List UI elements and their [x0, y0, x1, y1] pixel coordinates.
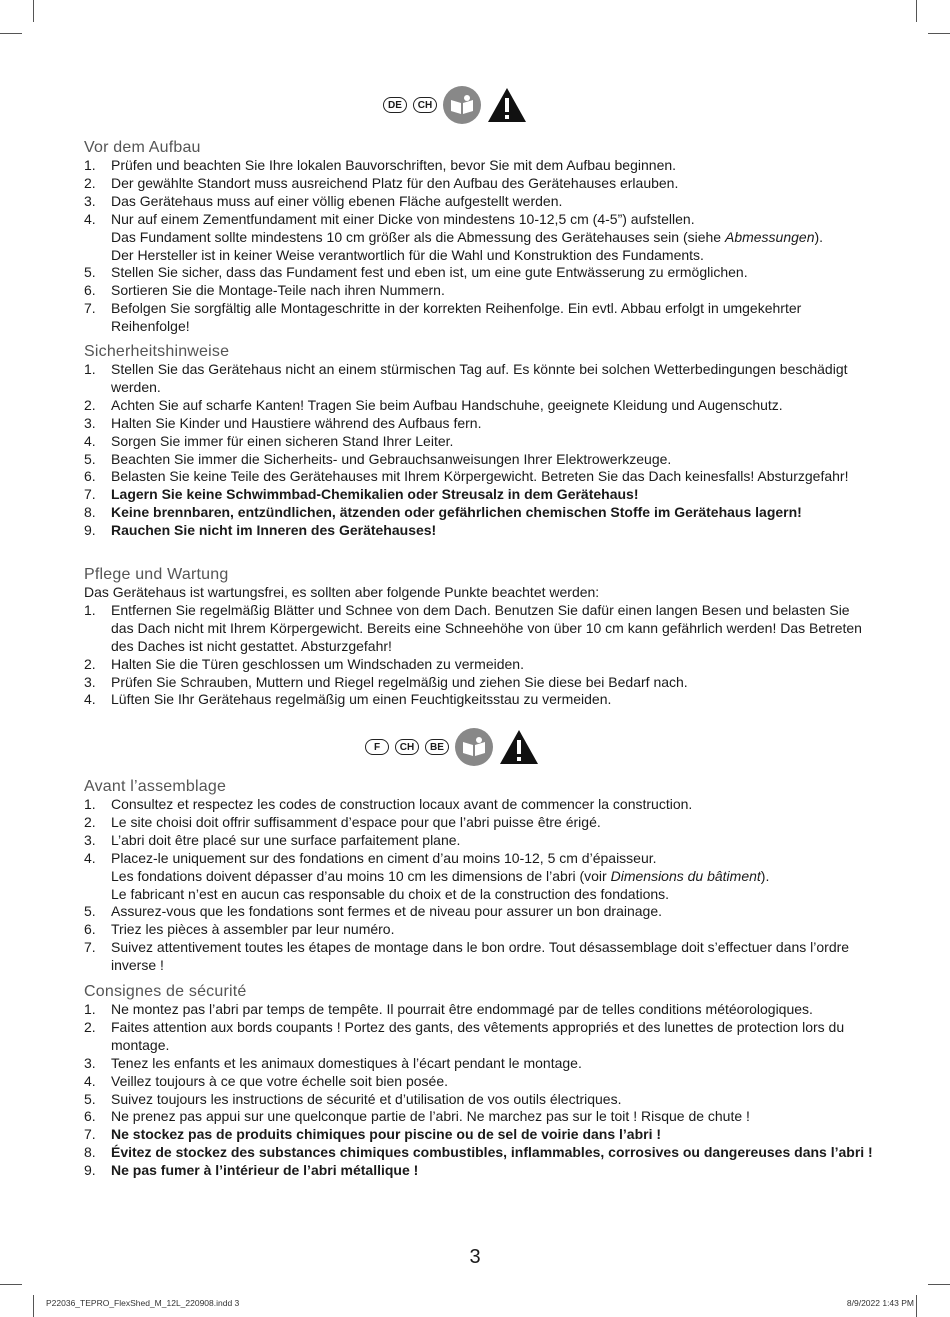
item-number: 2. — [84, 174, 96, 191]
section-intro: Das Gerätehaus ist wartungsfrei, es sollten aber folgende Punkte beachtet werden: — [84, 584, 600, 600]
item-text: Prüfen Sie Schrauben, Muttern und Riegel regelmäßig und ziehen Sie diese bei Bedarf nach. — [111, 673, 688, 690]
crop-mark — [0, 33, 22, 34]
item-text: Ne montez pas l’abri par temps de tempête. Il pourrait être endommagé par de telles conditions météorologiques. — [111, 1001, 813, 1017]
item-number: 2. — [84, 655, 96, 672]
list-item — [84, 415, 874, 433]
item-number: 4. — [84, 691, 96, 708]
list-item — [84, 1019, 874, 1055]
list-item — [84, 674, 874, 692]
list — [84, 602, 874, 709]
item-text: Ne stockez pas de produits chimiques pour piscine ou de sel de voirie dans l’abri ! — [111, 1126, 662, 1143]
item-number: 3. — [84, 831, 96, 848]
section-heading: Sicherheitshinweise — [84, 343, 230, 360]
list-item — [84, 522, 874, 540]
item-text — [111, 850, 874, 904]
item-text: Achten Sie auf scharfe Kanten! Tragen Sie beim Aufbau Handschuhe, geeignete Kleidung und Augenschutz. — [111, 396, 783, 413]
list-item — [84, 282, 874, 300]
list-item — [84, 1073, 874, 1091]
item-reference: Abmessungen — [724, 228, 815, 245]
item-text: Das Gerätehaus muss auf einer völlig ebenen Fläche aufgestellt werden. — [111, 192, 563, 209]
country-badge-de: DE — [383, 97, 407, 113]
country-badge-be: BE — [425, 739, 449, 755]
item-number: 9. — [84, 1162, 96, 1179]
item-text: Lagern Sie keine Schwimmbad-Chemikalien oder Streusalz in dem Gerätehaus! — [111, 486, 639, 503]
item-text: Nur auf einem Zementfundament mit einer Dicke von mindestens 10-12,5 cm (4-5”) aufstellen. — [111, 210, 695, 227]
list-item — [84, 451, 874, 469]
warning-icon — [487, 86, 527, 124]
crop-mark — [928, 1284, 950, 1285]
item-text: Belasten Sie keine Teile des Gerätehauses mit Ihrem Körpergewicht. Betreten Sie das Dach keinesfalls! Absturzgefahr! — [111, 468, 849, 485]
list — [84, 361, 874, 540]
item-text: Rauchen Sie nicht im Inneren des Gerätehauses! — [111, 522, 437, 539]
item-text: Assurez-vous que les fondations sont fermes et de niveau pour assurer un bon drainage. — [111, 903, 662, 920]
language-icons-fr — [365, 728, 539, 766]
list-item — [84, 691, 874, 709]
section-heading: Avant l’assemblage — [84, 778, 227, 795]
item-number: 2. — [84, 1018, 96, 1035]
item-text: Sorgen Sie immer für einen sicheren Stand Ihrer Leiter. — [111, 432, 454, 449]
list-item — [84, 1108, 874, 1126]
item-number: 5. — [84, 1090, 96, 1107]
list-item — [84, 850, 874, 904]
item-text: Stellen Sie das Gerätehaus nicht an einem stürmischen Tag auf. Es könnte bei solchen Wetterbedingungen beschädigt werden. — [111, 361, 848, 395]
item-text: Entfernen Sie regelmäßig Blätter und Schnee von dem Dach. Benutzen Sie dafür einen langen Besen und belasten Sie das Dach nicht mit Ihrem Körpergewicht. Bereits eine Schneehöhe von über 10 cm kann gefährlich werden! Das Betreten des Daches ist nicht gestattet. Absturzgefahr! — [111, 601, 862, 654]
item-number: 2. — [84, 396, 96, 413]
list-item — [84, 1091, 874, 1109]
footer-filename: P22036_TEPRO_FlexShed_M_12L_220908.indd 3 — [46, 1298, 240, 1308]
page-number: 3 — [469, 1246, 481, 1268]
item-number: 6. — [84, 921, 96, 938]
item-text: Tenez les enfants et les animaux domestiques à l’écart pendant le montage. — [111, 1054, 582, 1071]
crop-mark — [0, 1284, 22, 1285]
item-text: Évitez de stockez des substances chimiques combustibles, inflammables, corrosives ou dangereuses dans l’abri ! — [111, 1144, 873, 1161]
item-number: 5. — [84, 903, 96, 920]
item-text: Sortieren Sie die Montage-Teile nach ihren Nummern. — [111, 282, 445, 299]
list-item — [84, 264, 874, 282]
list-item — [84, 433, 874, 451]
item-text: Veillez toujours à ce que votre échelle soit bien posée. — [111, 1072, 448, 1089]
item-number: 1. — [84, 1001, 96, 1017]
item-number: 4. — [84, 849, 96, 866]
item-text: Stellen Sie sicher, dass das Fundament fest und eben ist, um eine gute Entwässerung zu ermöglichen. — [111, 264, 748, 281]
item-text: Placez-le uniquement sur des fondations en ciment d’au moins 10-12, 5 cm d’épaisseur. — [111, 849, 657, 866]
item-number: 1. — [84, 157, 96, 173]
list-item — [84, 397, 874, 415]
item-text: ). — [814, 228, 824, 245]
language-icons-de — [383, 86, 527, 124]
list-item — [84, 468, 874, 486]
item-number: 5. — [84, 450, 96, 467]
section-vor-dem-aufbau — [84, 139, 874, 336]
section-sicherheitshinweise — [84, 343, 874, 540]
list-item — [84, 504, 874, 522]
list-item — [84, 1055, 874, 1073]
item-number: 7. — [84, 300, 96, 317]
section-heading: Vor dem Aufbau — [84, 139, 201, 156]
item-number: 3. — [84, 192, 96, 209]
item-number: 5. — [84, 264, 96, 281]
list — [84, 157, 874, 336]
item-text: Ne pas fumer à l’intérieur de l’abri métallique ! — [111, 1162, 419, 1179]
list-item — [84, 1001, 874, 1019]
item-number: 7. — [84, 1126, 96, 1143]
item-number: 4. — [84, 432, 96, 449]
item-number: 6. — [84, 282, 96, 299]
crop-mark — [928, 33, 950, 34]
item-text: L’abri doit être placé sur une surface parfaitement plane. — [111, 831, 461, 848]
item-text: Suivez toujours les instructions de sécurité et d’utilisation de vos outils électriques. — [111, 1090, 622, 1107]
item-number: 4. — [84, 1072, 96, 1089]
item-text: Lüften Sie Ihr Gerätehaus regelmäßig um einen Feuchtigkeitsstau zu vermeiden. — [111, 691, 612, 708]
item-number: 1. — [84, 601, 96, 618]
section-avant-assemblage — [84, 778, 874, 975]
crop-mark — [916, 1295, 917, 1317]
item-number: 3. — [84, 673, 96, 690]
list-item — [84, 1162, 874, 1180]
list-item — [84, 939, 874, 975]
item-text: Triez les pièces à assembler par leur numéro. — [111, 921, 395, 938]
item-number: 2. — [84, 813, 96, 830]
list-item — [84, 832, 874, 850]
list — [84, 796, 874, 975]
item-text: Suivez attentivement toutes les étapes de montage dans le bon ordre. Tout désassemblage doit s’effectuer dans l’ordre inverse ! — [111, 939, 850, 974]
footer-timestamp: 8/9/2022 1:43 PM — [846, 1298, 914, 1308]
item-number: 7. — [84, 486, 96, 503]
list-item — [84, 814, 874, 832]
item-text: ). — [760, 867, 770, 884]
item-text: Consultez et respectez les codes de construction locaux avant de commencer la construction. — [111, 796, 693, 812]
warning-icon — [499, 728, 539, 766]
list-item — [84, 486, 874, 504]
list-item — [84, 1144, 874, 1162]
list-item — [84, 903, 874, 921]
list-item — [84, 921, 874, 939]
item-text: Der Hersteller ist in keiner Weise verantwortlich für die Wahl und Konstruktion des Fundaments. — [111, 246, 704, 263]
list-item — [84, 193, 874, 211]
section-consignes-de-securite — [84, 983, 874, 1180]
item-text: Der gewählte Standort muss ausreichend Platz für den Aufbau des Gerätehauses erlauben. — [111, 174, 679, 191]
section-pflege-und-wartung — [84, 566, 874, 709]
item-number: 8. — [84, 1144, 96, 1161]
list-item — [84, 361, 874, 397]
item-number: 7. — [84, 939, 96, 956]
list-item — [84, 796, 874, 814]
country-badge-ch: CH — [413, 97, 437, 113]
list — [84, 1001, 874, 1180]
item-text: Les fondations doivent dépasser d’au moins 10 cm les dimensions de l’abri (voir — [111, 867, 611, 884]
section-heading: Pflege und Wartung — [84, 566, 229, 583]
list-item — [84, 211, 874, 265]
country-badge-ch: CH — [395, 739, 419, 755]
item-text: Faites attention aux bords coupants ! Portez des gants, des vêtements appropriés et des lunettes de protection lors du montage. — [111, 1018, 845, 1053]
list-item — [84, 1126, 874, 1144]
item-number: 8. — [84, 504, 96, 521]
crop-mark — [33, 0, 34, 22]
item-text — [111, 211, 874, 265]
item-text: Das Fundament sollte mindestens 10 cm größer als die Abmessung des Gerätehauses sein (siehe — [111, 228, 725, 245]
list-item — [84, 602, 874, 656]
list-item — [84, 656, 874, 674]
list-item — [84, 157, 874, 175]
item-text: Le fabricant n’est en aucun cas responsable du choix et de la construction des fondations. — [111, 885, 670, 902]
section-heading: Consignes de sécurité — [84, 983, 247, 1000]
item-number: 9. — [84, 522, 96, 539]
item-text: Halten Sie die Türen geschlossen um Windschaden zu vermeiden. — [111, 655, 524, 672]
item-text: Befolgen Sie sorgfältig alle Montageschritte in der korrekten Reihenfolge. Ein evtl. Abbau erfolgt in umgekehrter Reihenfolge! — [111, 300, 802, 335]
list-item — [84, 300, 874, 336]
crop-mark — [916, 0, 917, 22]
item-number: 6. — [84, 1108, 96, 1125]
item-reference: Dimensions du bâtiment — [610, 867, 761, 884]
item-text: Ne prenez pas appui sur une quelconque partie de l’abri. Ne marchez pas sur le toit ! Risque de chute ! — [111, 1108, 750, 1125]
item-number: 3. — [84, 414, 96, 431]
read-manual-icon — [443, 86, 481, 124]
item-text: Beachten Sie immer die Sicherheits- und Gebrauchsanweisungen Ihrer Elektrowerkzeuge. — [111, 450, 672, 467]
country-badge-f: F — [365, 739, 389, 755]
item-text: Keine brennbaren, entzündlichen, ätzenden oder gefährlichen chemischen Stoffe im Gerätehaus lagern! — [111, 504, 802, 521]
item-number: 3. — [84, 1054, 96, 1071]
read-manual-icon — [455, 728, 493, 766]
item-number: 6. — [84, 468, 96, 485]
item-number: 1. — [84, 361, 96, 377]
crop-mark — [33, 1295, 34, 1317]
item-text: Le site choisi doit offrir suffisamment d’espace pour que l’abri puisse être érigé. — [111, 813, 601, 830]
list-item — [84, 175, 874, 193]
item-text: Prüfen und beachten Sie Ihre lokalen Bauvorschriften, bevor Sie mit dem Aufbau beginnen. — [111, 157, 677, 173]
item-number: 1. — [84, 796, 96, 812]
item-text: Halten Sie Kinder und Haustiere während des Aufbaus fern. — [111, 414, 482, 431]
item-number: 4. — [84, 210, 96, 227]
